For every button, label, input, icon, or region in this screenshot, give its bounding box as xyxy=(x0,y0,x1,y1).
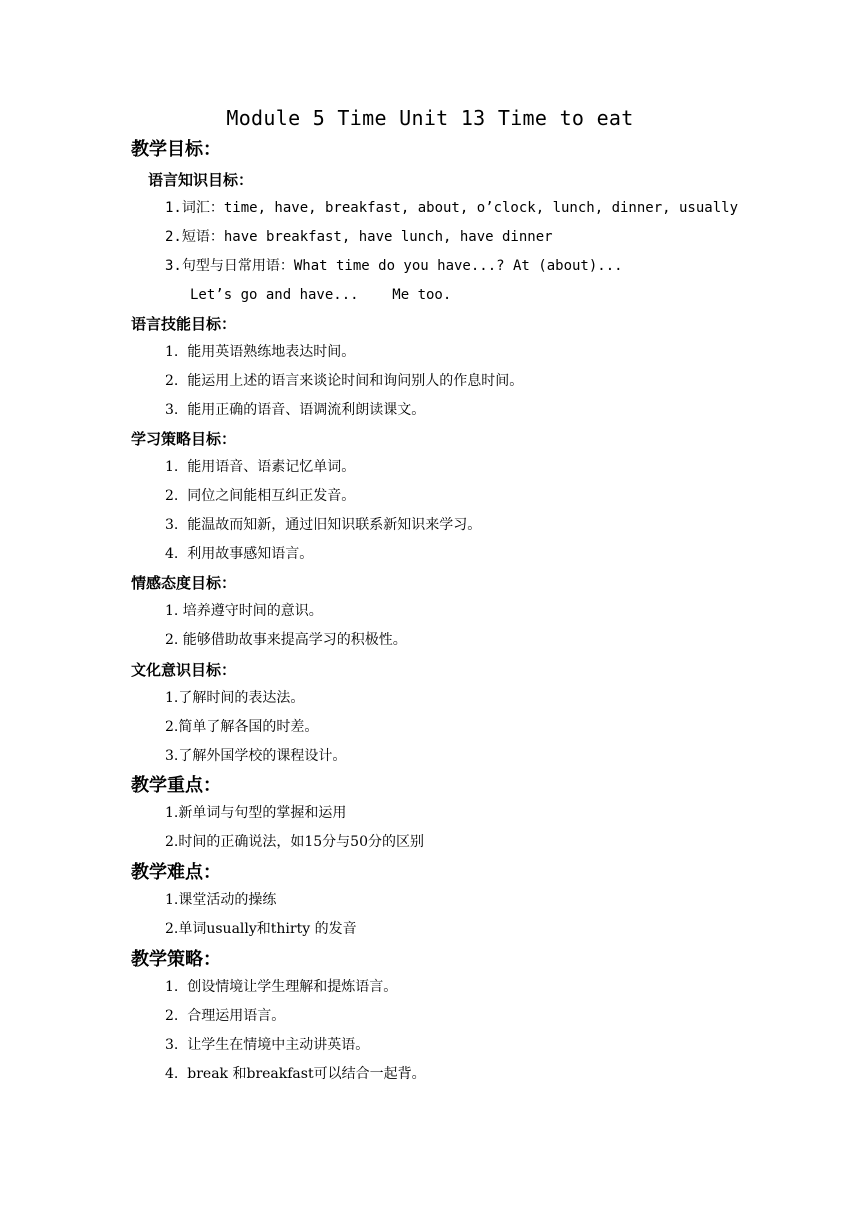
list-item: 1. 能用英语熟练地表达时间。 xyxy=(165,344,356,360)
list-item: 2. 能够借助故事来提高学习的积极性。 xyxy=(165,632,407,648)
list-item: 2.单词usually和thirty 的发音 xyxy=(165,921,357,937)
difficulties-heading: 教学难点： xyxy=(131,862,221,883)
list-item: 1.课堂活动的操练 xyxy=(165,892,277,908)
list-item: 2.简单了解各国的时差。 xyxy=(165,719,319,735)
list-item: 2.短语：have breakfast, have lunch, have dinner xyxy=(165,229,553,245)
list-item: 2.时间的正确说法，如15分与50分的区别 xyxy=(165,834,424,850)
list-item: 1. 创设情境让学生理解和提炼语言。 xyxy=(165,979,398,995)
list-item: 4. break 和breakfast可以结合一起背。 xyxy=(165,1066,426,1082)
document-title: Module 5 Time Unit 13 Time to eat xyxy=(226,106,634,130)
language-skills-heading: 语言技能目标： xyxy=(131,315,237,333)
list-item: Let’s go and have... Me too. xyxy=(190,287,452,303)
key-points-heading: 教学重点： xyxy=(131,775,221,796)
list-item: 2. 能运用上述的语言来谈论时间和询问别人的作息时间。 xyxy=(165,373,524,389)
language-knowledge-heading: 语言知识目标： xyxy=(148,171,254,189)
list-item: 3.了解外国学校的课程设计。 xyxy=(165,748,347,764)
list-item: 3. 能用正确的语音、语调流利朗读课文。 xyxy=(165,402,426,418)
affect-heading: 情感态度目标： xyxy=(131,574,237,592)
objectives-heading: 教学目标： xyxy=(131,139,221,160)
culture-heading: 文化意识目标： xyxy=(131,661,237,679)
list-item: 1.了解时间的表达法。 xyxy=(165,690,305,706)
learning-strategy-heading: 学习策略目标： xyxy=(131,430,237,448)
list-item: 3.句型与日常用语：What time do you have...? At (about)... xyxy=(165,258,623,274)
strategies-heading: 教学策略： xyxy=(131,949,221,970)
list-item: 1. 能用语音、语素记忆单词。 xyxy=(165,459,356,475)
list-item: 3. 让学生在情境中主动讲英语。 xyxy=(165,1037,370,1053)
list-item: 2. 同位之间能相互纠正发音。 xyxy=(165,488,356,504)
list-item: 1.新单词与句型的掌握和运用 xyxy=(165,805,347,821)
list-item: 1.词汇：time, have, breakfast, about, o’clock, lunch, dinner, usually xyxy=(165,200,739,216)
list-item: 1. 培养遵守时间的意识。 xyxy=(165,603,323,619)
list-item: 4. 利用故事感知语言。 xyxy=(165,546,314,562)
list-item: 3. 能温故而知新，通过旧知识联系新知识来学习。 xyxy=(165,517,482,533)
list-item: 2. 合理运用语言。 xyxy=(165,1008,286,1024)
